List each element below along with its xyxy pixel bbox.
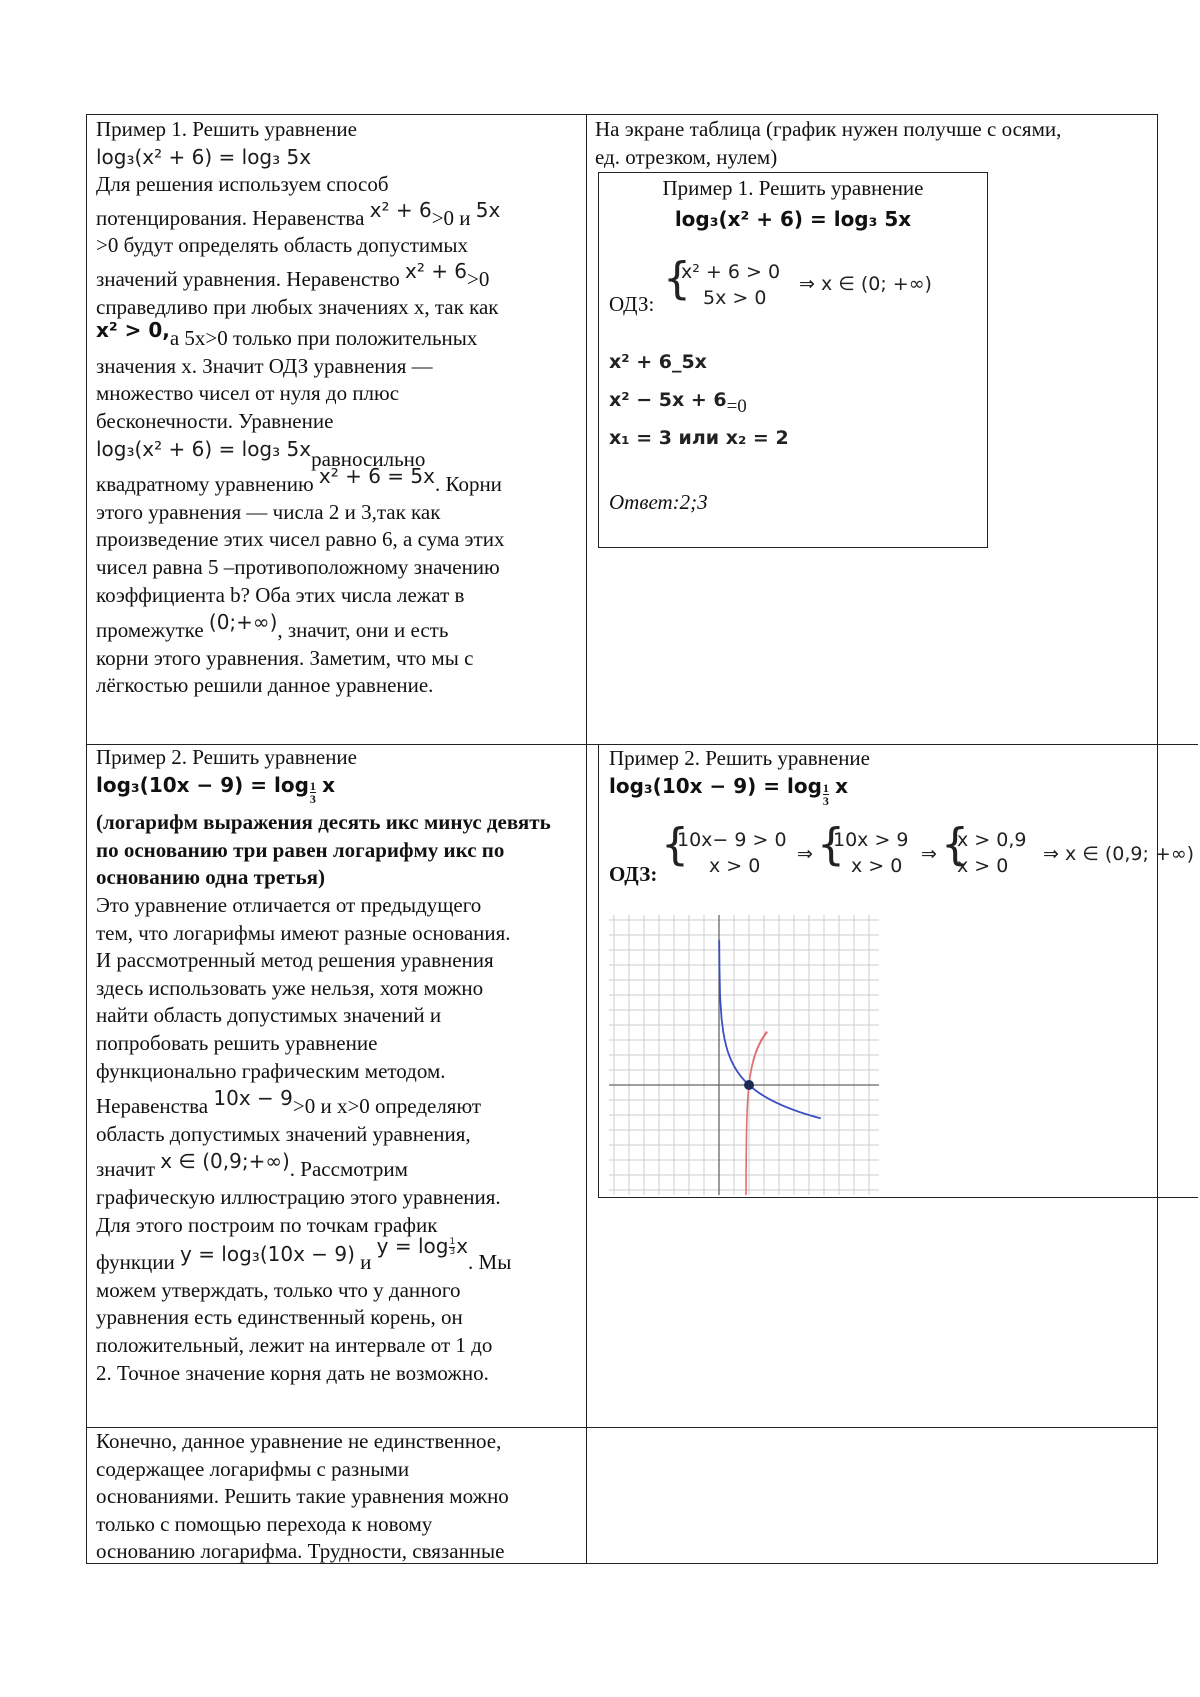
- text-line: корни этого уравнения. Заметим, что мы с: [96, 645, 474, 670]
- text-line: И рассмотренный метод решения уравнения: [96, 948, 494, 973]
- intersection-point: [744, 1080, 754, 1090]
- odz-label: ОДЗ:: [609, 862, 658, 886]
- system-brace: {: [941, 819, 969, 870]
- example2-title: Пример 2. Решить уравнение: [96, 745, 357, 769]
- text-line: Конечно, данное уравнение не единственное,: [96, 1429, 502, 1453]
- text-line: попробовать решить уравнение: [96, 1031, 378, 1056]
- text-line: тем, что логарифмы имеют разные основания.: [96, 920, 511, 945]
- odz-system: x² + 6 > 0 5x > 0: [681, 261, 781, 309]
- text-line: основанию логарифма. Трудности, связанные: [96, 1539, 505, 1564]
- text-line: x² > 0,а 5х>0 только при положительных: [96, 318, 478, 351]
- text-line: можем утверждать, только что у данного: [96, 1277, 461, 1302]
- text-line: уравнения есть единственный корень, он: [96, 1305, 463, 1330]
- text-line: Для решения используем способ: [96, 172, 389, 197]
- text-line: графическую иллюстрацию этого уравнения.: [96, 1185, 501, 1209]
- text-line: бесконечности. Уравнение: [96, 408, 334, 433]
- solution-line-2: x² − 5x + 6=0: [609, 389, 747, 417]
- left-cell-example2: [88, 744, 584, 1387]
- odz-label: ОДЗ:: [609, 292, 655, 316]
- column-divider: [586, 115, 587, 1563]
- text-line: функции y = log₃(10x − 9) и y = log $\frac{1}{3}$ x. Мы: [96, 1234, 512, 1275]
- text-line: лёгкостью решили данное уравнение.: [96, 673, 434, 698]
- text-line: содержащее логарифмы с разными: [96, 1456, 410, 1481]
- odz-result: ⇒ x ∈ (0; +∞): [799, 273, 932, 295]
- solution-line-3: x₁ = 3 или x₂ = 2: [609, 427, 789, 449]
- text-line: функционально графическим методом.: [96, 1058, 446, 1083]
- text-line: >0 будут определять область допустимых: [96, 233, 469, 258]
- text-line: произведение этих чисел равно 6, а сума этих: [96, 527, 505, 552]
- text-line: найти область допустимых значений и: [96, 1003, 442, 1028]
- text-line: множество чисел от нуля до плюс: [96, 381, 400, 406]
- example2-slide-box: [598, 744, 1198, 1198]
- odz-system-b: 10x > 9 x > 0: [833, 829, 909, 877]
- screen-note: ед. отрезком, нулем): [595, 144, 778, 169]
- example2-equation: log₃(10x − 9) = log $\frac{1}{3}$ x: [96, 772, 336, 807]
- text-line: значения х. Значит ОДЗ уравнения —: [96, 353, 433, 378]
- text-line: справедливо при любых значениях х, так как: [96, 294, 499, 319]
- text-line: основаниями. Решить такие уравнения можно: [96, 1484, 509, 1509]
- example1-equation: log₃(x² + 6) = log₃ 5x: [96, 144, 312, 169]
- text-line: область допустимых значений уравнения,: [96, 1121, 471, 1146]
- example1-title: Пример 1. Решить уравнение: [96, 117, 357, 141]
- odz-system-a: 10x− 9 > 0 x > 0: [677, 829, 787, 877]
- slide-equation: log₃(x² + 6) = log₃ 5x: [674, 207, 912, 231]
- text-line: Для этого построим по точкам график: [96, 1212, 438, 1237]
- example1-slide-box: [598, 172, 988, 548]
- text-line: промежутке (0;+∞), значит, они и есть: [96, 610, 449, 643]
- text-line: значений уравнения. Неравенство x² + 6>0: [96, 258, 490, 291]
- slide-equation: log₃(10x − 9) = log $\frac{1}{3}$ x: [609, 774, 849, 808]
- answer: Ответ:2;3: [609, 490, 708, 514]
- text-line: 2. Точное значение корня дать не возможно.: [96, 1360, 489, 1385]
- text-line: потенцирования. Неравенства x² + 6>0 и 5x: [96, 197, 501, 230]
- system-brace: {: [817, 819, 845, 870]
- text-line: коэффициента b? Оба этих числа лежат в: [96, 582, 465, 607]
- text-line: положительный, лежит на интервале от 1 до: [96, 1332, 493, 1357]
- text-line: чисел равна 5 –противоположному значению: [96, 554, 500, 579]
- screen-note: На экране таблица (график нужен получше с осями,: [595, 117, 1062, 141]
- text-line: log₃(x² + 6) = log₃ 5xравносильно: [96, 436, 426, 471]
- slide-title: Пример 2. Решить уравнение: [609, 746, 870, 770]
- arrow: ⇒: [797, 843, 813, 865]
- arrow: ⇒: [921, 843, 937, 865]
- text-line: здесь использовать уже нельзя, хотя можно: [96, 975, 484, 1000]
- right-cell-note: [587, 116, 1157, 171]
- left-cell-example1: [88, 116, 584, 700]
- text-line: Неравенства 10x − 9>0 и х>0 определяют: [96, 1086, 482, 1119]
- text-line: квадратному уравнению x² + 6 = 5x. Корни: [96, 464, 502, 497]
- solution-line-1: x² + 6_5x: [609, 351, 707, 373]
- function-graph: [609, 915, 879, 1195]
- slide-title: Пример 1. Решить уравнение: [662, 176, 924, 200]
- left-cell-continuation: [88, 1428, 584, 1566]
- example2-bold-description: (логарифм выражения десять икс минус девять по основанию три равен логарифму икс по основанию одна третья): [96, 810, 551, 890]
- text-line: Это уравнение отличается от предыдущего: [96, 893, 482, 918]
- system-brace: {: [663, 253, 691, 304]
- text-line: этого уравнения — числа 2 и 3,так как: [96, 499, 441, 524]
- odz-result: ⇒ x ∈ (0,9; +∞): [1043, 843, 1195, 865]
- system-brace: {: [661, 819, 689, 870]
- text-line: значит x ∈ (0,9;+∞). Рассмотрим: [96, 1149, 408, 1182]
- text-line: только с помощью перехода к новому: [96, 1511, 433, 1536]
- odz-system-c: x > 0,9 x > 0: [957, 829, 1027, 877]
